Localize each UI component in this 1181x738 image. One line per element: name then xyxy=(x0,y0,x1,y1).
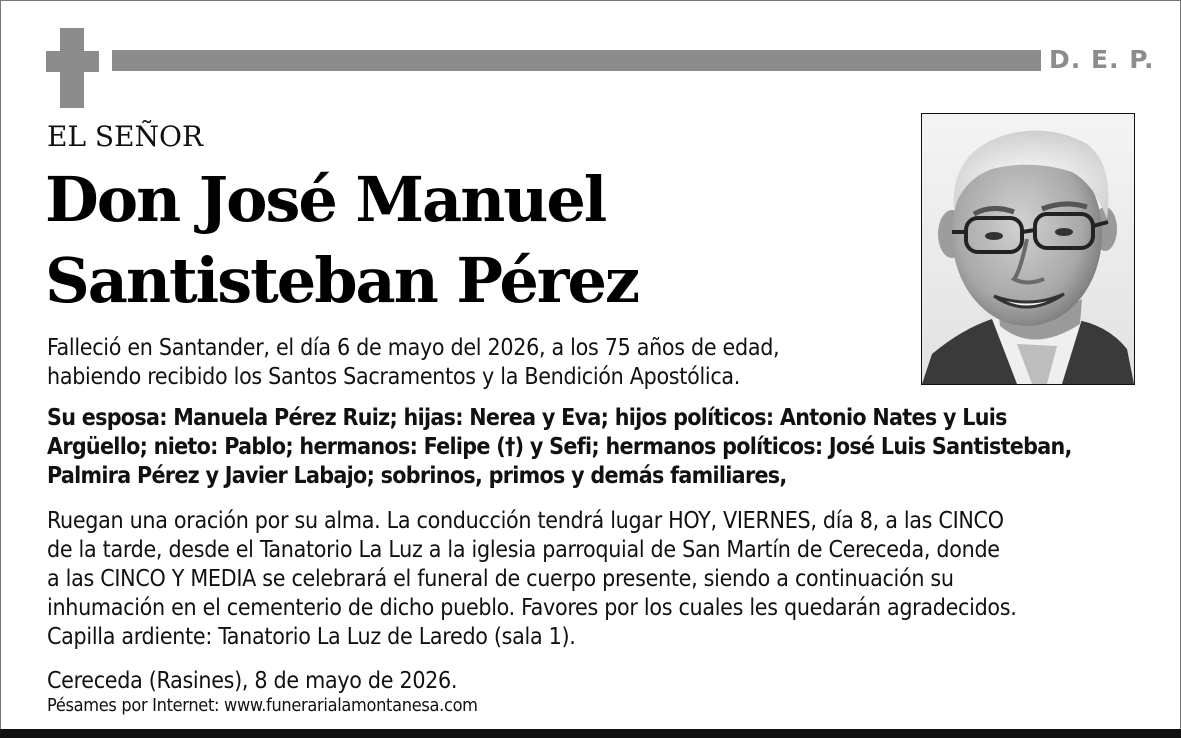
death-notice-line: Falleció en Santander, el día 6 de mayo del 2026, a los 75 años de edad, xyxy=(47,335,780,361)
death-notice-paragraph xyxy=(47,334,779,392)
ceremony-line: Capilla ardiente: Tanatorio La Luz de Laredo (sala 1). xyxy=(47,624,576,650)
family-line: Palmira Pérez y Javier Labajo; sobrinos, primos y demás familiares, xyxy=(47,463,787,489)
family-line: Su esposa: Manuela Pérez Ruiz; hijas: Nerea y Eva; hijos políticos: Antonio Nates y Luis xyxy=(47,405,1007,431)
deceased-name-line2: Santisteban Pérez xyxy=(45,244,639,317)
portrait-image xyxy=(922,114,1134,384)
bottom-rule xyxy=(0,729,1181,738)
family-paragraph xyxy=(47,404,1072,491)
ceremony-line: de la tarde, desde el Tanatorio La Luz a la iglesia parroquial de San Martín de Cereceda, donde xyxy=(47,537,1000,563)
ceremony-paragraph xyxy=(47,507,1017,652)
ceremony-line: inhumación en el cementerio de dicho pueblo. Favores por los cuales les quedarán agradecidos. xyxy=(47,595,1017,621)
dep-label: D. E. P. xyxy=(1049,45,1155,74)
title-prefix: EL SEÑOR xyxy=(47,120,204,153)
deceased-portrait xyxy=(921,113,1135,385)
ceremony-line: a las CINCO Y MEDIA se celebrará el funeral de cuerpo presente, siendo a continuación su xyxy=(47,566,954,592)
place-date: Cereceda (Rasines), 8 de mayo de 2026. xyxy=(47,668,458,694)
cross-icon-bar xyxy=(46,51,99,72)
header-rule xyxy=(112,50,1041,71)
death-notice-line: habiendo recibido los Santos Sacramentos y la Bendición Apostólica. xyxy=(47,364,741,390)
family-line: Argüello; nieto: Pablo; hermanos: Felipe (†) y Sefi; hermanos políticos: José Luis Santisteban, xyxy=(47,434,1072,460)
condolences-link[interactable]: Pésames por Internet: www.funerarialamontanesa.com xyxy=(47,695,478,716)
deceased-name-line1: Don José Manuel xyxy=(45,163,606,236)
ceremony-line: Ruegan una oración por su alma. La conducción tendrá lugar HOY, VIERNES, día 8, a las CINCO xyxy=(47,508,1004,534)
